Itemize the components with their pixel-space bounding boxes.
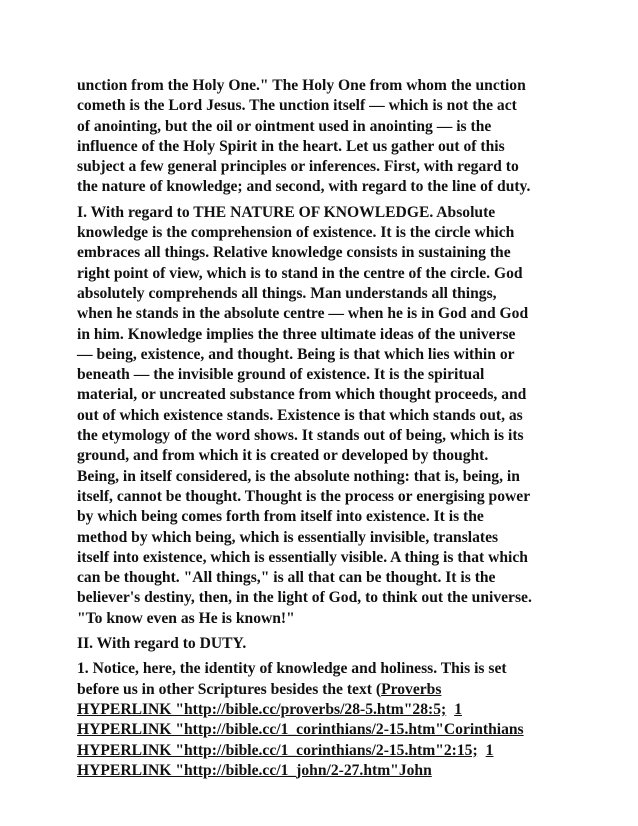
paragraph-knowledge xyxy=(77,203,567,629)
text-line: the nature of knowledge; and second, with regard to the line of duty. xyxy=(77,178,531,196)
text-line xyxy=(77,700,567,720)
text-line: 1. Notice, here, the identity of knowledge and holiness. This is set xyxy=(77,660,507,678)
text-line: right point of view, which is to stand in the centre of the circle. God xyxy=(77,264,523,282)
text-line: embraces all things. Relative knowledge consists in sustaining the xyxy=(77,244,511,262)
corinthians-book-number-link[interactable]: 1 xyxy=(454,700,462,718)
text-segment: before us in other Scriptures besides the text ( xyxy=(77,680,382,698)
corinthians-link[interactable]: HYPERLINK "http://bible.cc/1_corinthians/2-15.htm"Corinthians xyxy=(77,721,524,739)
text-line: Being, in itself considered, is the absolute nothing: that is, being, in xyxy=(77,467,520,485)
text-line xyxy=(77,761,567,781)
text-line: cometh is the Lord Jesus. The unction itself — which is not the act xyxy=(77,97,517,115)
corinthians-2-15-link[interactable]: HYPERLINK "http://bible.cc/1_corinthians/2-15.htm"2:15; xyxy=(77,741,478,759)
paragraph-duty-heading xyxy=(77,634,567,654)
text-line: itself, cannot be thought. Thought is the process or energising power xyxy=(77,487,531,505)
section-heading: II. With regard to DUTY. xyxy=(77,635,247,653)
paragraph-scripture-references xyxy=(77,659,567,781)
text-line: I. With regard to THE NATURE OF KNOWLEDGE. Absolute xyxy=(77,203,496,221)
text-line: beneath — the invisible ground of existence. It is the spiritual xyxy=(77,366,485,384)
proverbs-28-5-link[interactable]: HYPERLINK "http://bible.cc/proverbs/28-5.htm"28:5; xyxy=(77,700,447,718)
john-book-number-link[interactable]: 1 xyxy=(485,741,494,759)
text-line: method by which being, which is essentially invisible, translates xyxy=(77,528,499,546)
proverbs-link[interactable]: Proverbs xyxy=(381,680,442,698)
text-line xyxy=(77,680,567,700)
text-line: the etymology of the word shows. It stands out of being, which is its xyxy=(77,427,524,445)
text-line: out of which existence stands. Existence is that which stands out, as xyxy=(77,406,523,424)
text-line: by which being comes forth from itself into existence. It is the xyxy=(77,508,484,526)
text-line: subject a few general principles or inferences. First, with regard to xyxy=(77,158,519,176)
text-line: believer's destiny, then, in the light of God, to think out the universe. xyxy=(77,589,532,607)
text-line: influence of the Holy Spirit in the heart. Let us gather out of this xyxy=(77,137,505,155)
text-line: itself into existence, which is essentially visible. A thing is that which xyxy=(77,548,528,566)
text-line: when he stands in the absolute centre — when he is in God and God xyxy=(77,305,529,323)
text-line xyxy=(77,720,567,740)
text-line: can be thought. "All things," is all that can be thought. It is the xyxy=(77,569,496,587)
text-line xyxy=(77,741,567,761)
text-line: of anointing, but the oil or ointment used in anointing — is the xyxy=(77,117,492,135)
paragraph-intro xyxy=(77,76,567,198)
text-line: "To know even as He is known!" xyxy=(77,609,295,627)
text-line: unction from the Holy One." The Holy One from whom the unction xyxy=(77,77,526,94)
text-line: — being, existence, and thought. Being is that which lies within or xyxy=(77,345,515,363)
john-link[interactable]: HYPERLINK "http://bible.cc/1_john/2-27.htm"John xyxy=(77,761,432,779)
text-line: in him. Knowledge implies the three ultimate ideas of the universe xyxy=(77,325,516,343)
text-line: material, or uncreated substance from which thought proceeds, and xyxy=(77,386,527,404)
text-line: knowledge is the comprehension of existence. It is the circle which xyxy=(77,224,515,242)
text-line: absolutely comprehends all things. Man understands all things, xyxy=(77,284,497,302)
document-page xyxy=(77,76,567,781)
text-line: ground, and from which it is created or developed by thought. xyxy=(77,447,489,465)
